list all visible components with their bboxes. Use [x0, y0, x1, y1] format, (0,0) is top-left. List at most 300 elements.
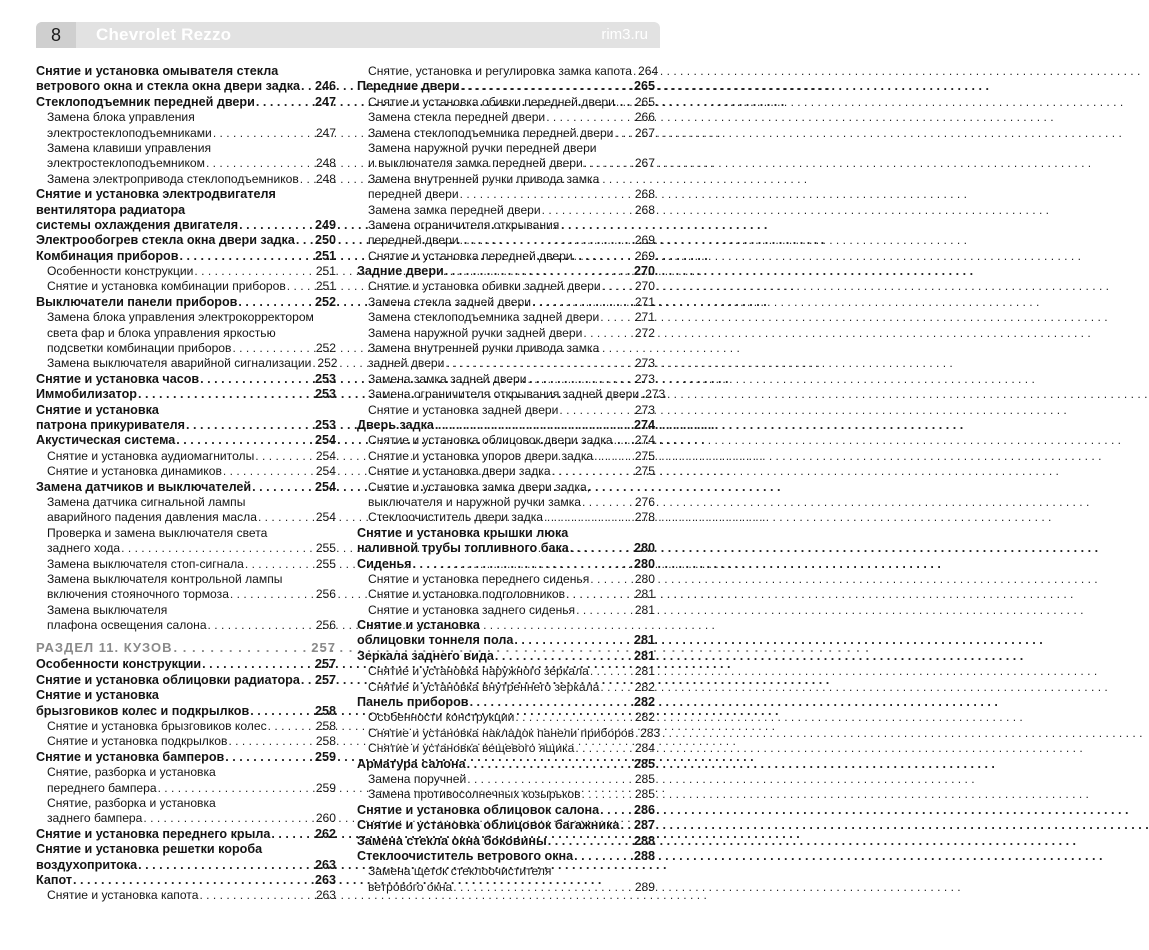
toc-page-number: 281: [634, 664, 655, 679]
toc-subentry[interactable]: [357, 741, 655, 756]
toc-heading-entry: [36, 64, 336, 79]
toc-heading-entry[interactable]: [36, 249, 336, 264]
toc-subentry[interactable]: [36, 264, 336, 279]
toc-entry-text: Снятие и установка облицовок салона: [357, 802, 600, 817]
toc-entry-text: Снятие и установка вещевого ящика: [368, 741, 575, 756]
toc-subentry[interactable]: [357, 587, 655, 602]
toc-page-number: 262: [314, 826, 336, 841]
toc-entry-text: Иммобилизатор: [36, 387, 137, 402]
dot-leader: [228, 734, 314, 749]
toc-subentry[interactable]: [357, 787, 655, 802]
toc-subentry[interactable]: [36, 618, 336, 633]
toc-heading-entry[interactable]: [36, 704, 336, 719]
toc-subentry[interactable]: [357, 880, 655, 895]
toc-page-number: 276: [634, 494, 655, 509]
dot-leader: [616, 95, 634, 110]
toc-subentry[interactable]: [36, 449, 336, 464]
toc-subentry[interactable]: [357, 310, 655, 325]
toc-heading-entry[interactable]: [36, 79, 336, 94]
toc-subentry[interactable]: [357, 126, 655, 141]
dot-leader: [312, 356, 316, 371]
toc-heading-entry: [357, 526, 655, 541]
toc-entry-text: Снятие и установка облицовок багажника: [357, 818, 620, 833]
toc-page-number: 285: [634, 771, 655, 786]
toc-entry-text: Снятие и установка решетки короба: [36, 842, 263, 857]
toc-entry-text: Снятие и установка омывателя стекла: [36, 64, 279, 78]
toc-page-number: 285: [633, 756, 655, 771]
toc-subentry[interactable]: [36, 719, 336, 734]
toc-entry-text: Снятие и установка наружного зеркала: [368, 664, 589, 679]
toc-entry-text: Передние двери: [357, 79, 460, 94]
toc-subentry: [357, 864, 655, 879]
toc-page-number: 253: [314, 417, 336, 432]
toc-heading-entry[interactable]: [36, 673, 336, 688]
dot-leader: [138, 387, 314, 402]
toc-entry-text: Снятие и установка облицовок двери задка: [368, 433, 613, 448]
toc-entry-text: Капот: [36, 872, 72, 887]
toc-subentry: [36, 796, 336, 811]
toc-page-number: 247: [314, 94, 336, 109]
dot-leader: [194, 264, 314, 279]
dot-leader: [255, 449, 315, 464]
toc-entry-text: Снятие и установка электродвигателя: [36, 187, 276, 202]
dot-leader: [225, 750, 314, 765]
toc-subentry[interactable]: [357, 572, 655, 587]
toc-entry-text: вентилятора радиатора: [36, 202, 186, 217]
toc-heading-entry[interactable]: [36, 372, 336, 387]
toc-entry-text: Замена щеток стеклоочистителя: [368, 864, 552, 879]
toc-subentry[interactable]: [357, 710, 655, 725]
toc-heading-entry[interactable]: [357, 633, 655, 648]
toc-entry-text: Замена выключателя: [47, 602, 168, 617]
toc-subentry: [357, 141, 655, 156]
toc-entry-text: Снятие и установка аудиомагнитолы: [47, 448, 255, 463]
toc-subentry: [36, 765, 336, 780]
toc-page-number: 260: [315, 811, 336, 826]
toc-entry-text: электростеклоподъемниками: [47, 125, 212, 140]
toc-page-number: 267: [634, 156, 655, 171]
toc-entry-text: Замена поручней: [368, 771, 467, 786]
toc-page-number: 282: [633, 695, 655, 710]
dot-leader: [570, 541, 633, 556]
dot-leader: [582, 495, 634, 510]
dot-leader: [232, 341, 314, 356]
toc-heading-entry[interactable]: [357, 818, 655, 833]
toc-subentry[interactable]: [357, 233, 655, 248]
toc-page-number: 268: [634, 202, 655, 217]
toc-heading-entry[interactable]: [36, 295, 336, 310]
toc-page-number: 264: [638, 64, 659, 78]
toc-subentry: [357, 341, 655, 356]
dot-leader: [208, 618, 315, 633]
dot-leader: [542, 203, 634, 218]
dot-leader: [527, 372, 633, 387]
toc-page-number: 271: [634, 294, 655, 309]
dot-leader: [614, 126, 633, 141]
toc-entry-text: Снятие, разборка и установка: [47, 795, 216, 810]
toc-heading-entry[interactable]: [357, 695, 655, 710]
toc-subentry[interactable]: [357, 372, 655, 387]
toc-page-number: 259: [314, 749, 336, 764]
toc-subentry: [357, 480, 655, 495]
toc-entry-text: Замена выключателя контрольной лампы: [47, 571, 283, 586]
dot-leader: [252, 480, 314, 495]
toc-page-number: 257: [311, 640, 336, 656]
dot-leader: [186, 418, 314, 433]
toc-page-number: 273: [634, 356, 655, 371]
toc-heading-entry[interactable]: [357, 757, 655, 772]
toc-entry-text: Снятие и установка передней двери: [368, 248, 573, 263]
toc-entry-text: Зеркала заднего вида: [357, 648, 494, 663]
toc-subentry[interactable]: [36, 510, 336, 525]
dot-leader: [590, 572, 634, 587]
toc-page-number: 251: [315, 264, 336, 279]
toc-entry-text: наливной трубы топливного бака: [357, 541, 569, 556]
dot-leader: [614, 433, 634, 448]
toc-page-number: 280: [633, 556, 655, 571]
toc-page-number: 284: [634, 741, 655, 756]
toc-page-number: 257: [314, 657, 336, 672]
toc-page-number: 263: [314, 872, 336, 887]
toc-entry-text: Проверка и замена выключателя света: [47, 525, 268, 540]
dot-leader: [287, 279, 315, 294]
toc-page-number: 281: [633, 648, 655, 663]
toc-subentry[interactable]: [357, 356, 655, 371]
toc-page-number: 256: [315, 587, 336, 602]
toc-page-number: 254: [315, 464, 336, 479]
toc-subentry[interactable]: [357, 295, 655, 310]
toc-entry-text: Замена наружной ручки передней двери: [368, 140, 597, 155]
toc-subentry[interactable]: [357, 464, 655, 479]
toc-subentry[interactable]: [36, 156, 336, 171]
toc-entry-text: Снятие и установка динамиков: [47, 464, 222, 479]
toc-entry-text: брызговиков колес и подкрылков: [36, 703, 250, 718]
toc-entry-text: Снятие, установка и регулировка замка капота: [368, 64, 633, 78]
dot-leader: [138, 858, 314, 873]
toc-heading-entry[interactable]: [357, 834, 655, 849]
toc-page-number: 253: [314, 387, 336, 402]
toc-subentry[interactable]: [357, 249, 655, 264]
dot-leader: [143, 811, 314, 826]
toc-page-number: 275: [634, 464, 655, 479]
toc-subentry[interactable]: [357, 495, 655, 510]
toc-entry-text: Снятие и установка переднего сиденья: [368, 571, 590, 586]
toc-section-title[interactable]: [36, 638, 336, 657]
dot-leader: [559, 403, 633, 418]
dot-leader: [213, 126, 315, 141]
dot-leader: [200, 372, 314, 387]
toc-subentry: [36, 572, 336, 587]
dot-leader: [602, 279, 634, 294]
toc-subentry[interactable]: [36, 734, 336, 749]
toc-page-number: 288: [633, 848, 655, 863]
toc-page-number: 271: [634, 310, 655, 325]
toc-entry-text: Снятие и установка комбинации приборов: [47, 279, 286, 294]
toc-heading-entry[interactable]: [36, 418, 336, 433]
toc-entry-text: Снятие и установка подголовников: [368, 587, 566, 602]
toc-entry-text: Снятие и установка облицовки радиатора: [36, 672, 300, 687]
dot-leader: [514, 633, 633, 648]
toc-entry-text: ветрового окна и стекла окна двери задка: [36, 79, 301, 94]
dot-leader: [467, 757, 633, 772]
toc-entry-text: облицовки тоннеля пола: [357, 633, 514, 648]
toc-entry-text: Электрообогрев стекла окна двери задка: [36, 233, 295, 248]
toc-page-number: 259: [315, 780, 336, 795]
toc-page-number: 254: [315, 510, 336, 525]
toc-page-number: 266: [634, 110, 655, 125]
toc-subentry[interactable]: [36, 464, 336, 479]
toc-heading-entry[interactable]: [36, 218, 336, 233]
toc-page-number: 252: [314, 294, 336, 309]
toc-heading-entry[interactable]: [357, 79, 655, 94]
toc-entry-text: Замена клавиши управления: [47, 140, 212, 155]
toc-entry-text: выключателя и наружной ручки замка: [368, 494, 581, 509]
toc-page-number: 247: [315, 125, 336, 140]
toc-entry-text: Замена выключателя стоп-сигнала: [47, 556, 244, 571]
toc-page-number: 282: [634, 679, 655, 694]
toc-page-number: 270: [634, 279, 655, 294]
toc-entry-text: Снятие и установка накладок панели приборов: [368, 725, 635, 740]
toc-entry-text: Замена стеклоподъемника передней двери: [368, 125, 614, 140]
toc-subentry[interactable]: [357, 326, 655, 341]
toc-subentry[interactable]: [357, 664, 655, 679]
toc-page-number: 281: [633, 633, 655, 648]
toc-subentry[interactable]: [36, 587, 336, 602]
dot-leader: [600, 803, 633, 818]
dot-leader: [576, 603, 634, 618]
toc-page-number: 274: [634, 433, 655, 448]
toc-subentry[interactable]: [357, 725, 661, 741]
toc-heading-entry[interactable]: [357, 803, 655, 818]
toc-entry-text: Снятие и установка обивки задней двери: [368, 279, 601, 294]
toc-entry-text: передней двери: [368, 187, 459, 202]
toc-entry-text: Снятие и установка часов: [36, 371, 200, 386]
toc-entry-text: Выключатели панели приборов: [36, 294, 238, 309]
dot-leader: [470, 695, 633, 710]
toc-left-column: [36, 64, 336, 904]
toc-entry-text: аварийного падения давления масла: [47, 510, 257, 525]
toc-subentry[interactable]: [357, 433, 655, 448]
toc-page-number: 251: [314, 248, 336, 263]
toc-entry-text: Снятие и установка: [357, 618, 480, 633]
dot-leader: [271, 827, 314, 842]
dot-leader: [532, 295, 634, 310]
dot-leader: [590, 664, 634, 679]
toc-page-number: 267: [634, 125, 655, 140]
toc-subentry: [36, 141, 336, 156]
toc-page-number: 250: [314, 233, 336, 248]
dot-leader: [544, 510, 634, 525]
toc-page-number: 287: [633, 818, 655, 833]
dot-leader: [640, 387, 644, 402]
toc-heading-entry: [36, 842, 336, 857]
dot-leader: [467, 772, 634, 787]
toc-subentry: [36, 326, 336, 341]
dot-leader: [460, 187, 634, 202]
dot-leader: [461, 79, 633, 94]
toc-heading-entry[interactable]: [36, 750, 336, 765]
toc-page-number: 280: [634, 571, 655, 586]
toc-subentry[interactable]: [357, 387, 666, 402]
toc-subentry[interactable]: [357, 203, 655, 218]
toc-entry-text: Снятие и установка капота: [47, 888, 199, 903]
toc-heading-entry[interactable]: [357, 557, 655, 572]
toc-page-number: 274: [633, 417, 655, 432]
toc-page-number: 289: [634, 879, 655, 894]
toc-page-number: 248: [315, 171, 336, 186]
toc-entry-text: Снятие и установка заднего сиденья: [368, 602, 576, 617]
toc-page-number: 252: [317, 356, 338, 371]
toc-heading-entry: [357, 618, 655, 633]
dot-leader: [268, 719, 315, 734]
toc-page-number: 268: [634, 187, 655, 202]
dot-leader: [435, 418, 633, 433]
toc-page-number: 278: [634, 510, 655, 525]
dot-leader: [256, 95, 314, 110]
dot-leader: [230, 587, 315, 602]
toc-subentry[interactable]: [36, 126, 336, 141]
toc-page-number: 257: [314, 672, 336, 687]
toc-subentry[interactable]: [357, 449, 655, 464]
toc-entry-text: плафона освещения салона: [47, 618, 207, 633]
toc-page-number: 246: [314, 79, 336, 94]
book-title: Chevrolet Rezzo: [96, 25, 232, 44]
dot-leader: [73, 873, 314, 888]
toc-subentry[interactable]: [36, 811, 336, 826]
toc-entry-text: Снятие и установка внутреннего зеркала: [368, 679, 600, 694]
toc-entry-text: Арматура салона: [357, 756, 466, 771]
dot-leader: [515, 710, 633, 725]
toc-subentry: [357, 218, 655, 233]
dot-leader: [584, 156, 634, 171]
toc-subentry[interactable]: [36, 557, 336, 572]
toc-subentry[interactable]: [36, 541, 336, 556]
toc-heading-entry[interactable]: [36, 233, 336, 248]
toc-heading-entry[interactable]: [36, 657, 336, 672]
toc-entry-text: электростеклоподъемником: [47, 156, 205, 171]
toc-heading-entry[interactable]: [357, 418, 655, 433]
toc-heading-entry[interactable]: [357, 649, 655, 664]
dot-leader: [574, 249, 634, 264]
toc-heading-entry: [36, 403, 336, 418]
toc-page-number: 273: [634, 402, 655, 417]
toc-entry-text: Снятие и установка крышки люка: [357, 525, 569, 540]
toc-heading-entry[interactable]: [36, 858, 336, 873]
toc-entry-text: Замена замка задней двери: [368, 371, 527, 386]
toc-entry-text: Снятие и установка: [36, 688, 159, 703]
toc-entry-text: Снятие и установка задней двери: [368, 402, 559, 417]
toc-subentry[interactable]: [36, 781, 336, 796]
toc-heading-entry[interactable]: [36, 827, 336, 842]
toc-entry-text: ветрового окна: [368, 879, 453, 894]
toc-heading-entry[interactable]: [36, 95, 336, 110]
toc-subentry[interactable]: [357, 510, 655, 525]
toc-entry-text: заднего бампера: [47, 811, 143, 826]
toc-page-number: 265: [633, 79, 655, 94]
toc-subentry[interactable]: [357, 279, 655, 294]
toc-entry-text: передней двери: [368, 233, 459, 248]
dot-leader: [552, 464, 634, 479]
toc-subentry[interactable]: [36, 172, 336, 187]
toc-page-number: 255: [315, 541, 336, 556]
toc-entry-text: подсветки комбинации приборов: [47, 341, 232, 356]
toc-entry-text: системы охлаждения двигателя: [36, 217, 239, 232]
toc-page-number: 258: [314, 703, 336, 718]
toc-subentry: [36, 495, 336, 510]
toc-page-number: 269: [634, 248, 655, 263]
dot-leader: [301, 673, 314, 688]
toc-subentry[interactable]: [36, 888, 336, 903]
toc-page-number: 263: [314, 857, 336, 872]
toc-subentry[interactable]: [357, 603, 655, 618]
toc-subentry[interactable]: [357, 95, 655, 110]
dot-leader: [453, 880, 634, 895]
toc-entry-text: Снятие и установка упоров двери задка: [368, 448, 594, 463]
toc-entry-text: Замена датчика сигнальной лампы: [47, 494, 246, 509]
toc-subentry[interactable]: [357, 772, 655, 787]
toc-heading-entry[interactable]: [36, 873, 336, 888]
dot-leader: [250, 704, 314, 719]
toc-subentry[interactable]: [36, 341, 336, 356]
toc-entry-text: Панель приборов: [357, 695, 469, 710]
toc-page-number: 255: [315, 556, 336, 571]
toc-subentry[interactable]: [36, 356, 336, 371]
toc-page-number: 281: [634, 602, 655, 617]
toc-subentry[interactable]: [357, 156, 655, 171]
toc-entry-text: Особенности конструкции: [368, 710, 515, 725]
toc-subentry: [36, 310, 336, 325]
dot-leader: [300, 172, 315, 187]
toc-entry-text: Замена стекла задней двери: [368, 294, 531, 309]
toc-heading-entry[interactable]: [36, 480, 336, 495]
toc-entry-text: Замена внутренней ручки привода замка: [368, 341, 600, 356]
toc-entry-text: Снятие, разборка и установка: [47, 765, 216, 780]
toc-entry-text: света фар и блока управления яркостью: [47, 325, 276, 340]
dot-leader: [206, 156, 315, 171]
toc-heading-entry[interactable]: [357, 541, 655, 556]
toc-heading-entry[interactable]: [357, 264, 655, 279]
dot-leader: [600, 680, 633, 695]
toc-entry-text: Снятие и установка замка двери задка,: [368, 479, 591, 494]
toc-subentry[interactable]: [357, 680, 655, 695]
toc-heading-entry[interactable]: [36, 387, 336, 402]
toc-subentry[interactable]: [357, 110, 655, 125]
dot-leader: [574, 849, 633, 864]
toc-entry-text: включения стояночного тормоза: [47, 587, 229, 602]
toc-entry-text: Особенности конструкции: [47, 264, 194, 279]
dot-leader: [445, 264, 633, 279]
toc-subentry[interactable]: [36, 279, 336, 294]
toc-heading-entry[interactable]: [36, 433, 336, 448]
toc-entry-text: Замена выключателя аварийной сигнализации: [47, 356, 312, 371]
toc-entry-text: Замена наружной ручки задней двери: [368, 325, 583, 340]
toc-page-number: 269: [634, 233, 655, 248]
toc-subentry[interactable]: [357, 403, 655, 418]
toc-heading-entry[interactable]: [357, 849, 655, 864]
dot-leader: [176, 433, 314, 448]
toc-heading-entry: [36, 187, 336, 202]
dot-leader: [566, 587, 634, 602]
dot-leader: [301, 79, 314, 94]
toc-entry-text: Замена электропривода стеклоподъемников: [47, 171, 299, 186]
dot-leader: [548, 834, 633, 849]
toc-subentry: [36, 603, 336, 618]
toc-subentry[interactable]: [357, 64, 659, 79]
toc-page-number: 254: [315, 448, 336, 463]
toc-subentry[interactable]: [357, 187, 655, 202]
toc-entry-text: Замена внутренней ручки привода замка: [368, 171, 600, 186]
dot-leader: [202, 657, 314, 672]
